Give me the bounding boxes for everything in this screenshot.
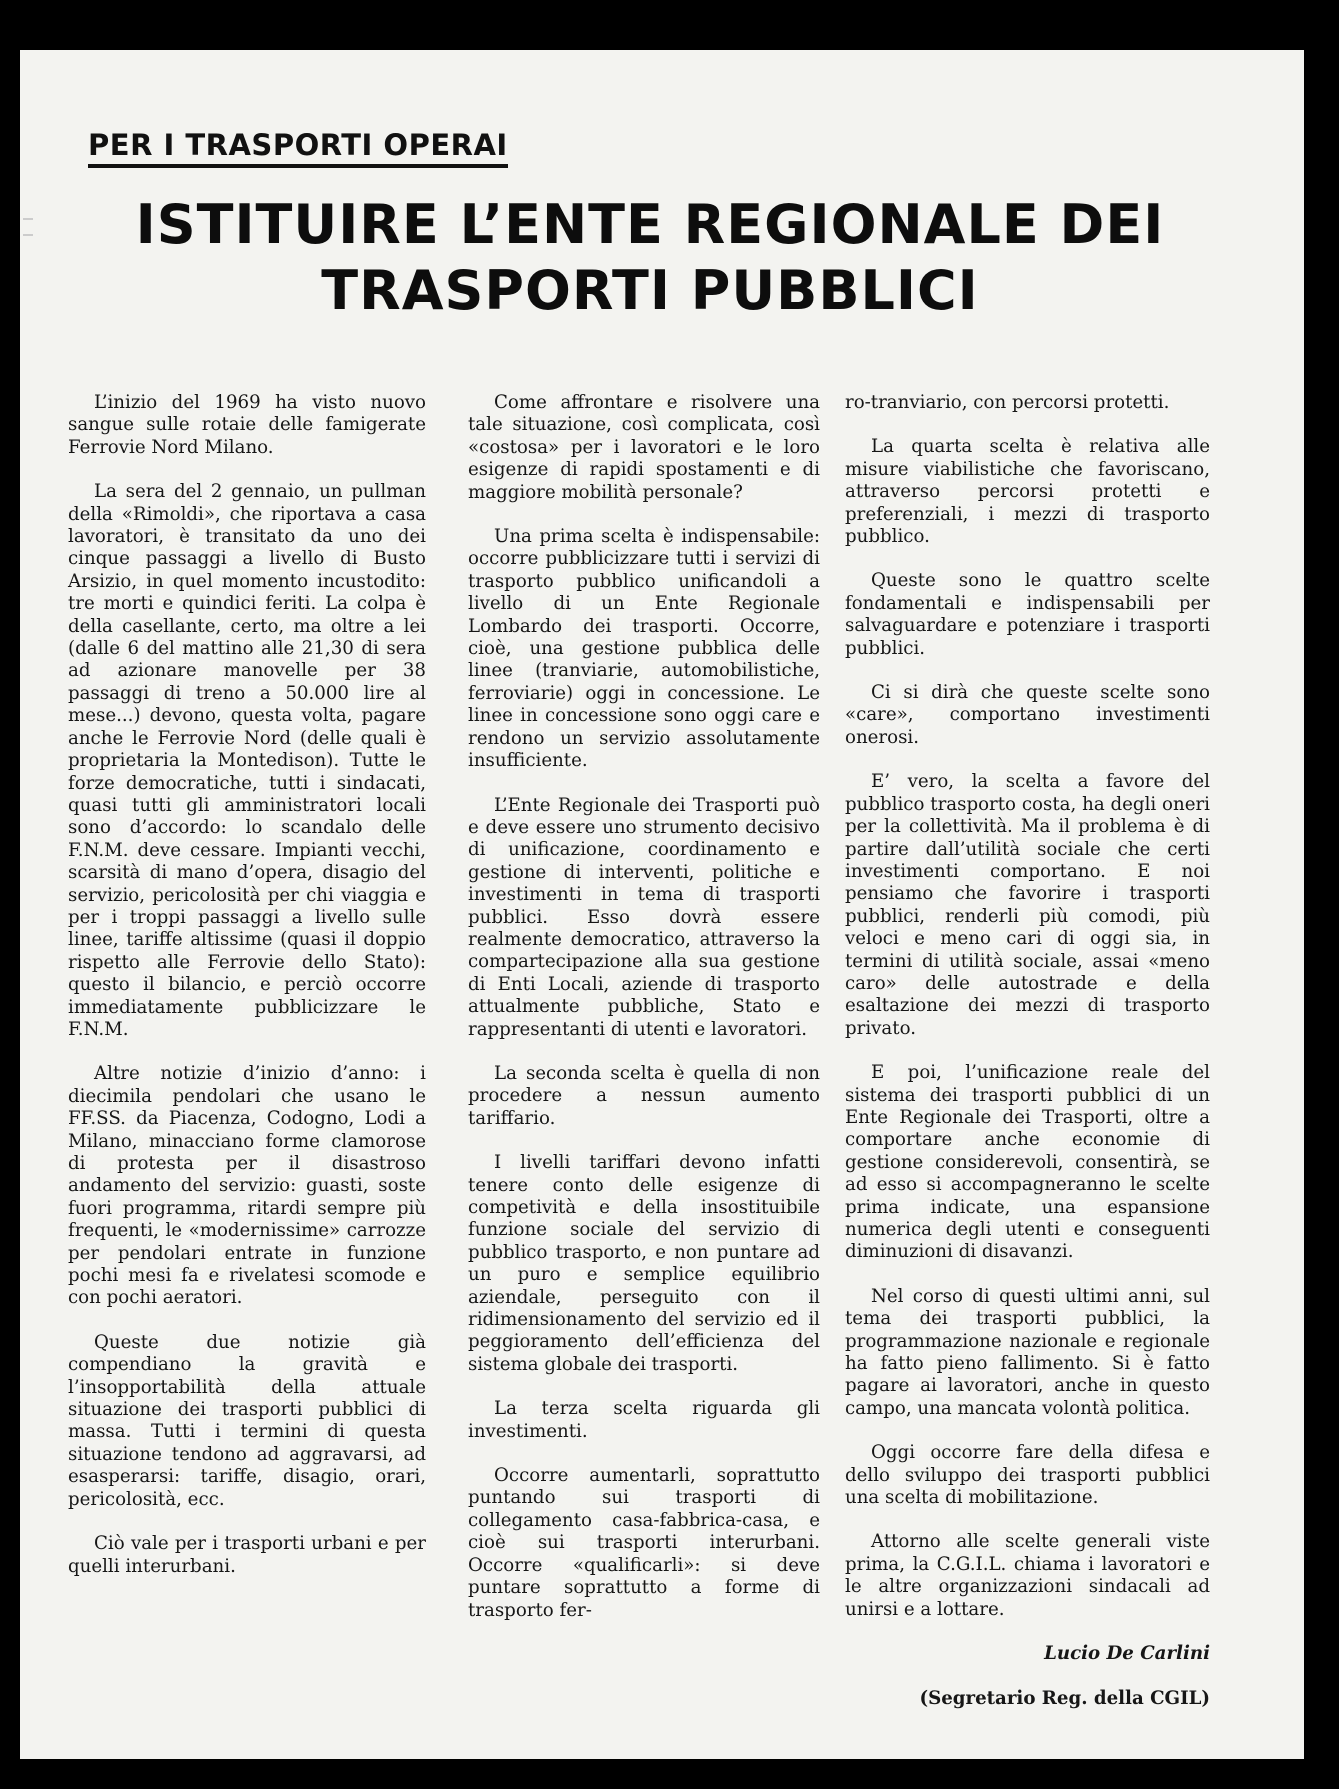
paragraph: L’Ente Regionale dei Trasporti può e deve essere uno strumento decisivo di unificazione, coordinamento e gestione di interventi, politiche e investimenti in tema di trasporti pubblici. Esso dovrà essere realmente democratico, attraverso la compartecipazione alla sua gestione di Enti Locali, aziende di trasporto attualmente pubbliche, Stato e rappresentanti di utenti e lavoratori. [468,794,820,1040]
article-column-2 [468,392,820,1644]
article-column-1 [68,392,426,1600]
paragraph: Nel corso di questi ultimi anni, sul tema dei trasporti pubblici, la programmazione nazionale e regionale ha fatto pieno fallimento. Si è fatto pagare ai lavoratori, anche in questo campo, una mancata volontà politica. [845,1285,1210,1419]
paragraph: Queste sono le quattro scelte fondamentali e indispensabili per salvaguardare e potenziare i trasporti pubblici. [845,570,1210,659]
paragraph: Ci si dirà che queste scelte sono «care», comportano investimenti onerosi. [845,682,1210,748]
paragraph: I livelli tariffari devono infatti tenere conto delle esigenze di competività e della insostituibile funzione sociale del servizio di pubblico trasporto, e non puntare ad un puro e semplice equilibrio aziendale, perseguito con il ridimensionamento del servizio ed il peggioramento dell’efficienza del sistema globale dei trasporti. [468,1152,820,1375]
paragraph: E poi, l’unificazione reale del sistema dei trasporti pubblici di un Ente Regionale dei Trasporti, oltre a comportare anche economie di gestione considerevoli, consentirà, se ad esso si accompagneranno le scelte prima indicate, una espansione numerica degli utenti e conseguenti diminuzioni di disavanzi. [845,1062,1210,1263]
paragraph: Queste due notizie già compendiano la gravità e l’insopportabilità della attuale situazione dei trasporti pubblici di massa. Tutti i termini di questa situazione tendono ad aggravarsi, ad esasperarsi: tariffe, disagio, orari, pericolosità, ecc. [68,1331,426,1510]
paragraph-continuation: ro-tranviario, con percorsi protetti. [845,392,1170,413]
binding-mark [23,218,33,236]
paragraph: Come affrontare e risolvere una tale situazione, così complicata, così «costosa» per i lavoratori e le loro esigenze di rapidi spostamenti e di maggiore mobilità personale? [468,392,820,503]
headline-line-2: TRASPORTI PUBBLICI [321,259,979,322]
paragraph: La sera del 2 gennaio, un pullman della «Rimoldi», che riportava a casa lavoratori, è transitato da uno dei cinque passaggi a livello di Busto Arsizio, in quel momento incustodito: tre morti e quindici feriti. La colpa è della casellante, certo, ma oltre a lei (dalle 6 del mattino alle 21,30 di sera ad azionare manovelle per 38 passaggi di treno a 50.000 lire al mese...) devono, questa volta, pagare anche le Ferrovie Nord (delle quali è proprietaria la Montedison). Tutte le forze democratiche, tutti i sindacati, quasi tutti gli amministratori locali sono d’accordo: lo scandalo delle F.N.M. deve cessare. Impianti vecchi, scarsità di mano d’opera, disagio del servizio, pericolosità per chi viaggia e per i troppi passaggi a livello sulle linee, tariffe altissime (quasi il doppio rispetto alle Ferrovie dello Stato): questo il bilancio, e perciò occorre immediatamente pubblicizzare le F.N.M. [68,481,426,1040]
paragraph: E’ vero, la scelta a favore del pubblico trasporto costa, ha degli oneri per la collettività. Ma il problema è di partire dall’utilità sociale che certi investimenti comportano. E noi pensiamo che favorire i trasporti pubblici, renderli più comodi, più veloci e meno cari di oggi sia, in termini di utilità sociale, assai «meno caro» delle autostrade e della esaltazione dei mezzi di trasporto privato. [845,771,1210,1039]
author-role: (Segretario Reg. della CGIL) [919,1687,1210,1709]
paragraph: La quarta scelta è relativa alle misure viabilistiche che favoriscano, attraverso percorsi protetti e preferenziali, i mezzi di trasporto pubblico. [845,436,1210,548]
section-kicker: PER I TRASPORTI OPERAI [88,128,508,168]
paragraph: La terza scelta riguarda gli investimenti. [468,1398,820,1442]
paragraph: L’inizio del 1969 ha visto nuovo sangue sulle rotaie delle famigerate Ferrovie Nord Milano. [68,392,426,458]
paragraph: Altre notizie d’inizio d’anno: i diecimila pendolari che usano le FF.SS. da Piacenza, Codogno, Lodi a Milano, minacciano forme clamorose di protesta per il disastroso andamento del servizio: guasti, soste fuori programma, ritardi sempre più frequenti, le «modernissime» carrozze per pendolari entrate in funzione pochi mesi fa e rivelatesi scomode e con pochi aeratori. [68,1063,426,1309]
article-column-3 [845,392,1210,1732]
paragraph: La seconda scelta è quella di non procedere a nessun aumento tariffario. [468,1062,820,1129]
paragraph: Attorno alle scelte generali viste prima, la C.G.I.L. chiama i lavoratori e le altre organizzazioni sindacali ad unirsi e a lottare. [845,1531,1210,1620]
paragraph: Oggi occorre fare della difesa e dello sviluppo dei trasporti pubblici una scelta di mobilitazione. [845,1442,1210,1509]
paragraph: Una prima scelta è indispensabile: occorre pubblicizzare tutti i servizi di trasporto pubblico unificandoli a livello di un Ente Regionale Lombardo dei trasporti. Occorre, cioè, una gestione pubblica delle linee (tranviarie, automobilistiche, ferroviarie) oggi in concessione. Le linee in concessione sono oggi care e rendono un servizio assolutamente insufficiente. [468,526,820,772]
paragraph: Ciò vale per i trasporti urbani e per quelli interurbani. [68,1533,426,1577]
headline-line-1: ISTITUIRE L’ENTE REGIONALE DEI [135,193,1165,256]
author-name: Lucio De Carlini [1044,1643,1210,1665]
paragraph: Occorre aumentarli, soprattutto puntando sui trasporti di collegamento casa-fabbrica-casa, e cioè sui trasporti interurbani. Occorre «qualificarli»: si deve puntare soprattutto a forme di trasporto fer- [468,1465,820,1621]
